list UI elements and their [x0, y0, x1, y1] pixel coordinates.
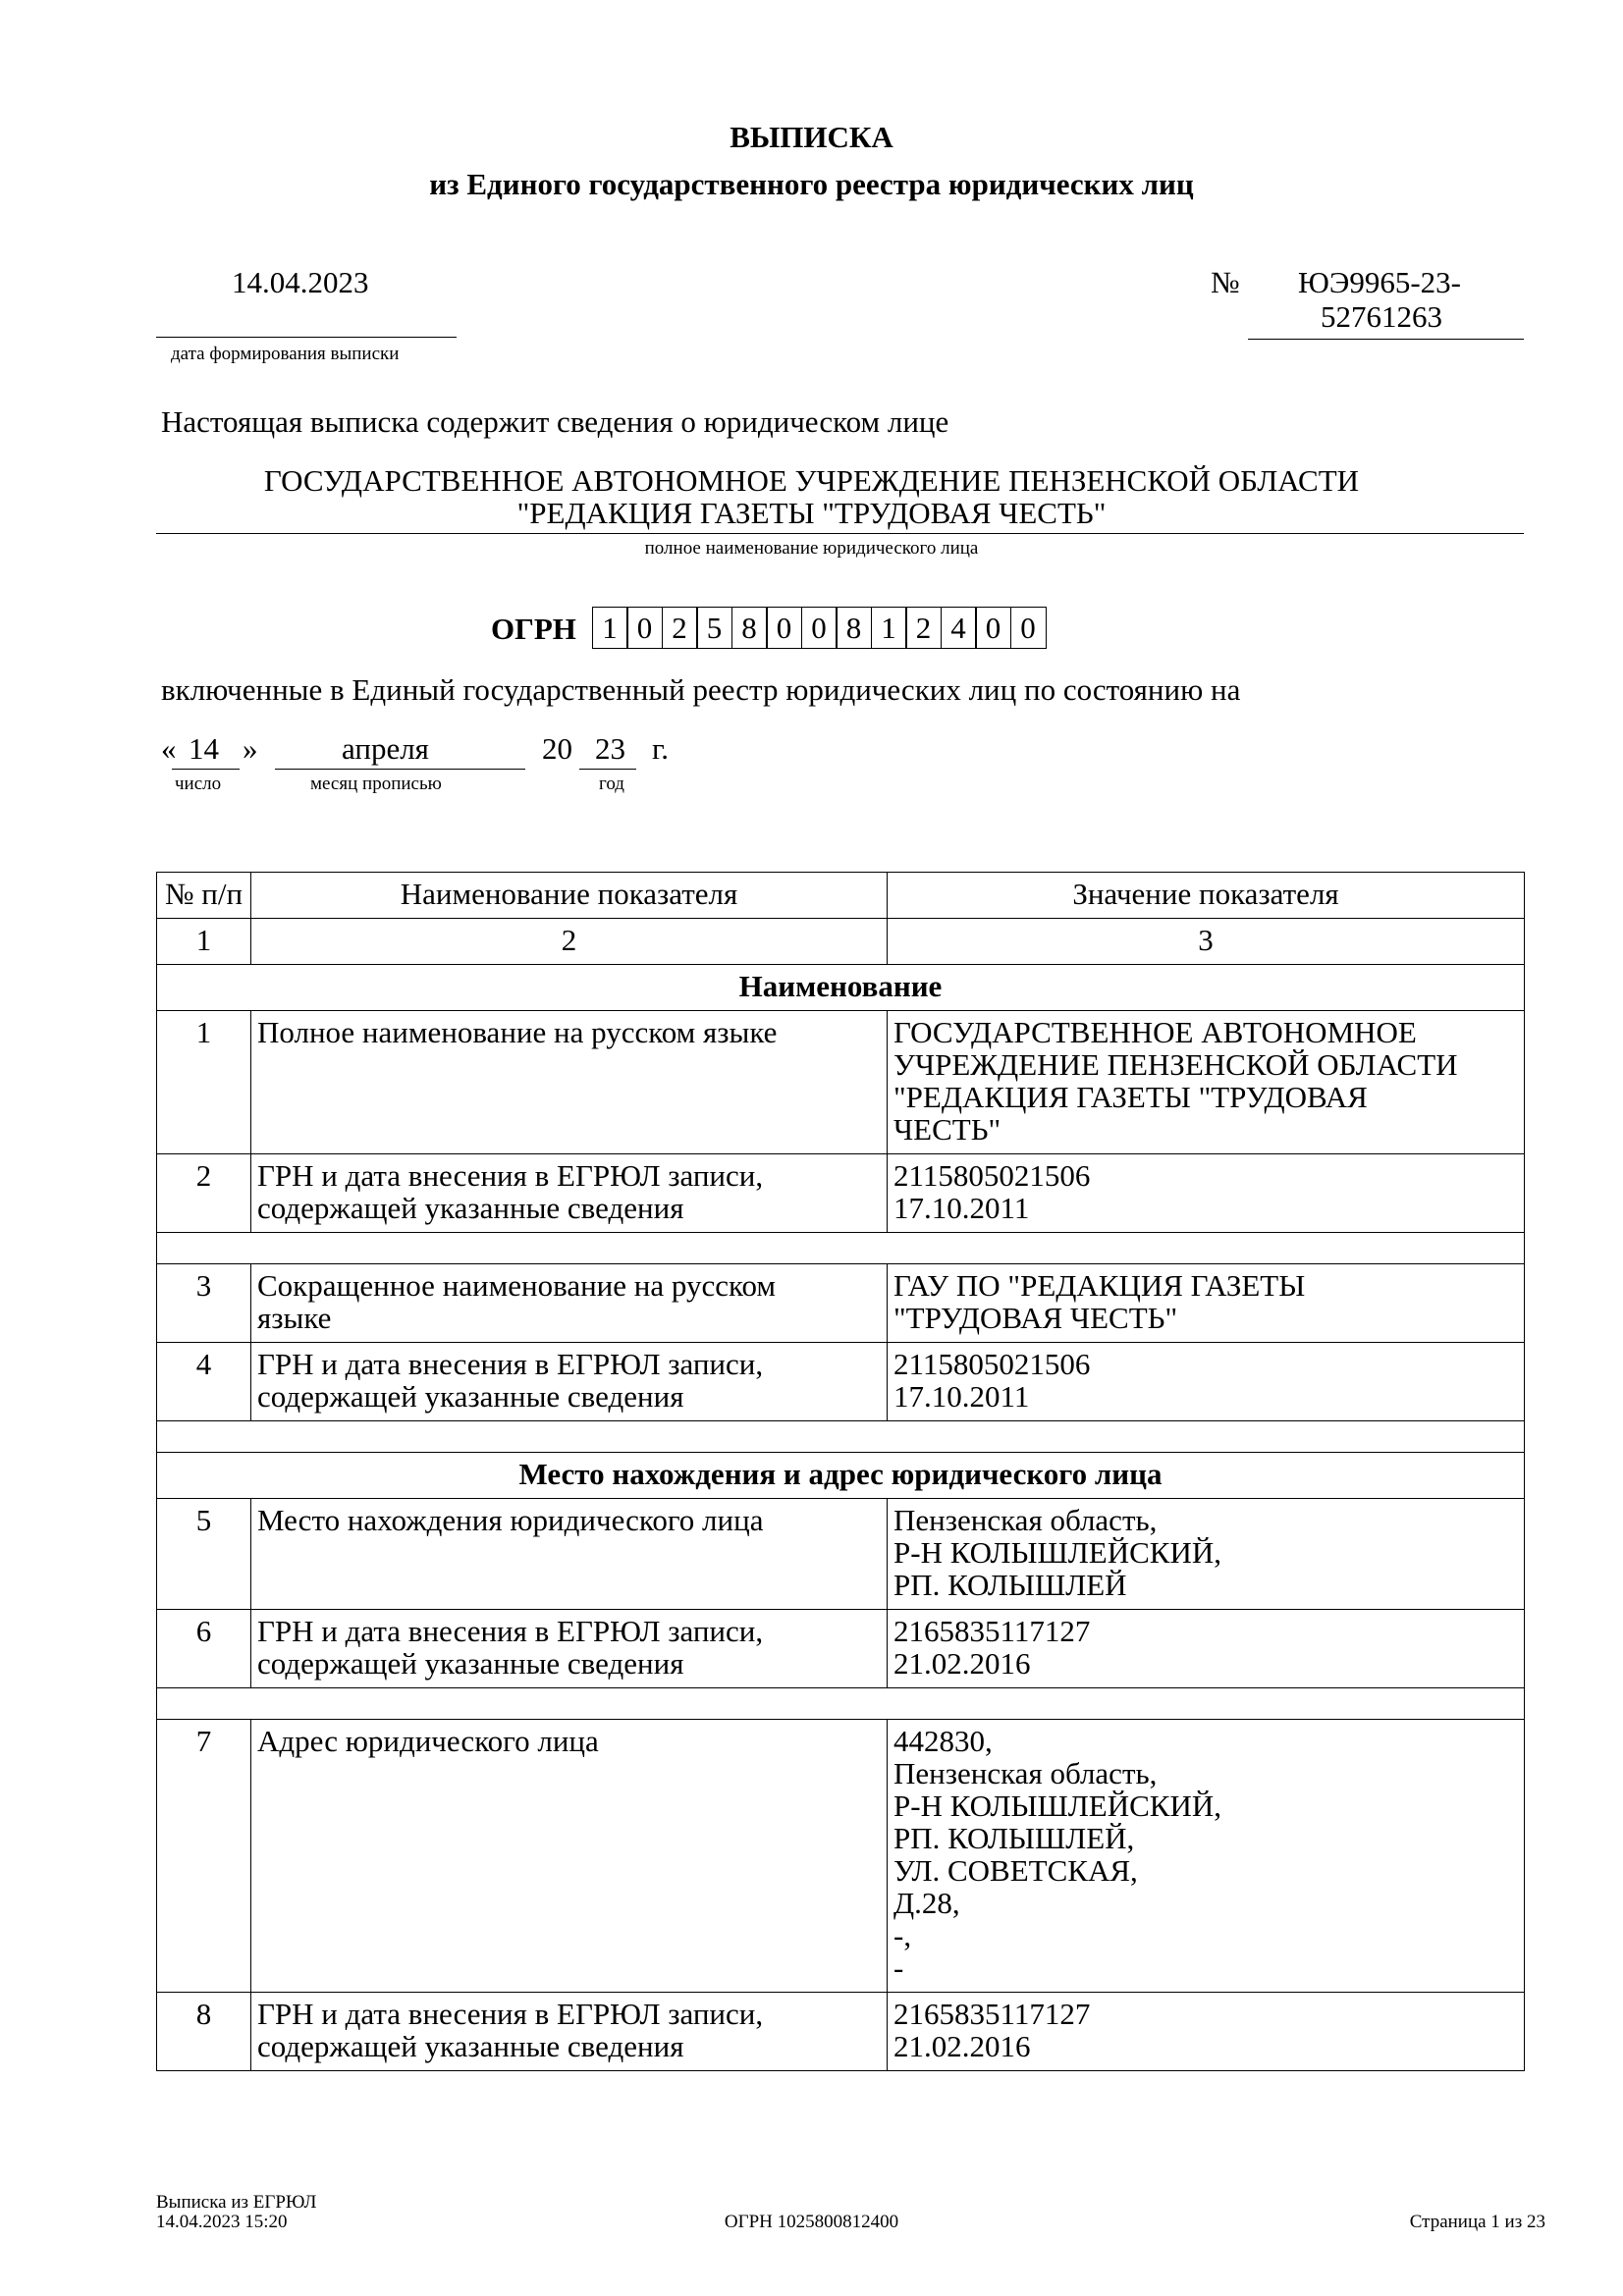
as-of-day: 14	[189, 731, 219, 766]
spacer-cell	[157, 1233, 1525, 1264]
ogrn-digit-box: 8	[836, 607, 872, 649]
row-name-cell: Полное наименование на русском языке	[251, 1011, 888, 1154]
number-underline	[1248, 339, 1524, 340]
row-number-cell: 1	[157, 1011, 251, 1154]
document-subtitle: из Единого государственного реестра юридических лиц	[429, 167, 1194, 201]
month-underline	[275, 769, 525, 770]
entity-name-caption: полное наименование юридического лица	[644, 538, 979, 559]
header-cell-name: Наименование показателя	[251, 873, 888, 919]
table-row	[157, 1610, 1525, 1688]
row-name-cell: ГРН и дата внесения в ЕГРЮЛ записи, содержащей указанные сведения	[251, 1610, 888, 1688]
date-underline	[156, 337, 457, 338]
column-number-cell: 3	[888, 919, 1525, 965]
spacer-row	[157, 1421, 1525, 1453]
row-number-cell: 6	[157, 1610, 251, 1688]
date-caption: дата формирования выписки	[171, 344, 400, 364]
table-row	[157, 1264, 1525, 1343]
row-number-cell: 3	[157, 1264, 251, 1343]
register-table	[156, 872, 1525, 2071]
table-row	[157, 1720, 1525, 1993]
number-sign: №	[1211, 265, 1240, 299]
row-value-cell: 442830, Пензенская область, Р-Н КОЛЫШЛЕЙСКИЙ, РП. КОЛЫШЛЕЙ, УЛ. СОВЕТСКАЯ, Д.28, -, -	[888, 1720, 1525, 1993]
ogrn-digit-box: 0	[975, 607, 1011, 649]
entity-name-line2: "РЕДАКЦИЯ ГАЗЕТЫ "ТРУДОВАЯ ЧЕСТЬ"	[516, 496, 1107, 530]
document-title: ВЫПИСКА	[730, 120, 893, 154]
as-of-month: апреля	[342, 731, 429, 766]
ogrn-digit-box: 0	[801, 607, 838, 649]
year-caption: год	[599, 774, 624, 794]
close-quote: »	[243, 731, 258, 766]
header-cell-number: № п/п	[157, 873, 251, 919]
row-number-cell: 4	[157, 1343, 251, 1421]
table-row	[157, 1011, 1525, 1154]
table-row	[157, 1343, 1525, 1421]
footer-page-number: Страница 1 из 23	[1409, 2212, 1545, 2232]
as-of-year: 23	[595, 731, 625, 766]
section-title: Место нахождения и адрес юридического лица	[157, 1453, 1525, 1499]
row-value-cell: 2115805021506 17.10.2011	[888, 1343, 1525, 1421]
header-cell-value: Значение показателя	[888, 873, 1525, 919]
row-number-cell: 8	[157, 1993, 251, 2071]
as-of-century: 20	[542, 731, 572, 766]
section-title: Наименование	[157, 965, 1525, 1011]
ogrn-digit-box: 8	[731, 607, 768, 649]
ogrn-digit-box: 2	[905, 607, 942, 649]
ogrn-digit-box: 0	[626, 607, 663, 649]
row-value-cell: 2165835117127 21.02.2016	[888, 1993, 1525, 2071]
row-name-cell: Адрес юридического лица	[251, 1720, 888, 1993]
row-value-cell: ГАУ ПО "РЕДАКЦИЯ ГАЗЕТЫ "ТРУДОВАЯ ЧЕСТЬ"	[888, 1264, 1525, 1343]
ogrn-digit-box: 0	[766, 607, 802, 649]
entity-name-underline	[156, 533, 1524, 534]
spacer-row	[157, 1233, 1525, 1264]
row-name-cell: Сокращенное наименование на русском языке	[251, 1264, 888, 1343]
footer-ogrn: ОГРН 1025800812400	[724, 2212, 899, 2232]
row-name-cell: ГРН и дата внесения в ЕГРЮЛ записи, содержащей указанные сведения	[251, 1154, 888, 1233]
column-number-row	[157, 919, 1525, 965]
table-row	[157, 1154, 1525, 1233]
ogrn-digit-box: 1	[592, 607, 628, 649]
column-number-cell: 1	[157, 919, 251, 965]
month-caption: месяц прописью	[310, 774, 442, 794]
row-value-cell: 2115805021506 17.10.2011	[888, 1154, 1525, 1233]
issue-date: 14.04.2023	[232, 265, 369, 299]
year-underline	[579, 769, 636, 770]
spacer-cell	[157, 1688, 1525, 1720]
ogrn-digit-box: 1	[871, 607, 907, 649]
extract-number-line1: ЮЭ9965-23-	[1298, 265, 1461, 299]
row-value-cell: ГОСУДАРСТВЕННОЕ АВТОНОМНОЕ УЧРЕЖДЕНИЕ ПЕНЗЕНСКОЙ ОБЛАСТИ "РЕДАКЦИЯ ГАЗЕТЫ "ТРУДОВАЯ ЧЕСТЬ"	[888, 1011, 1525, 1154]
table-row	[157, 1499, 1525, 1610]
day-underline	[172, 769, 240, 770]
ogrn-digit-box: 2	[662, 607, 698, 649]
day-caption: число	[175, 774, 222, 794]
ogrn-digit-box: 4	[941, 607, 977, 649]
row-number-cell: 7	[157, 1720, 251, 1993]
entity-name-line1: ГОСУДАРСТВЕННОЕ АВТОНОМНОЕ УЧРЕЖДЕНИЕ ПЕНЗЕНСКОЙ ОБЛАСТИ	[263, 463, 1360, 498]
spacer-row	[157, 1688, 1525, 1720]
footer-doc-name: Выписка из ЕГРЮЛ	[156, 2192, 317, 2213]
row-name-cell: ГРН и дата внесения в ЕГРЮЛ записи, содержащей указанные сведения	[251, 1343, 888, 1421]
section-header-row	[157, 965, 1525, 1011]
ogrn-digit-box: 5	[696, 607, 732, 649]
table-row	[157, 1993, 1525, 2071]
column-number-cell: 2	[251, 919, 888, 965]
row-name-cell: Место нахождения юридического лица	[251, 1499, 888, 1610]
intro-text: Настоящая выписка содержит сведения о юридическом лице	[161, 404, 949, 439]
spacer-cell	[157, 1421, 1525, 1453]
open-quote: «	[161, 731, 177, 766]
ogrn-label: ОГРН	[491, 612, 576, 646]
section-header-row	[157, 1453, 1525, 1499]
extract-number-line2: 52761263	[1321, 299, 1442, 334]
row-value-cell: Пензенская область, Р-Н КОЛЫШЛЕЙСКИЙ, РП. КОЛЫШЛЕЙ	[888, 1499, 1525, 1610]
ogrn-digit-box: 0	[1010, 607, 1047, 649]
ogrn-digit-boxes	[593, 607, 1047, 649]
included-text: включенные в Единый государственный реестр юридических лиц по состоянию на	[161, 672, 1241, 707]
row-number-cell: 2	[157, 1154, 251, 1233]
table-header-row	[157, 873, 1525, 919]
year-suffix: г.	[652, 731, 669, 766]
footer-timestamp: 14.04.2023 15:20	[156, 2212, 288, 2232]
row-number-cell: 5	[157, 1499, 251, 1610]
row-value-cell: 2165835117127 21.02.2016	[888, 1610, 1525, 1688]
row-name-cell: ГРН и дата внесения в ЕГРЮЛ записи, содержащей указанные сведения	[251, 1993, 888, 2071]
